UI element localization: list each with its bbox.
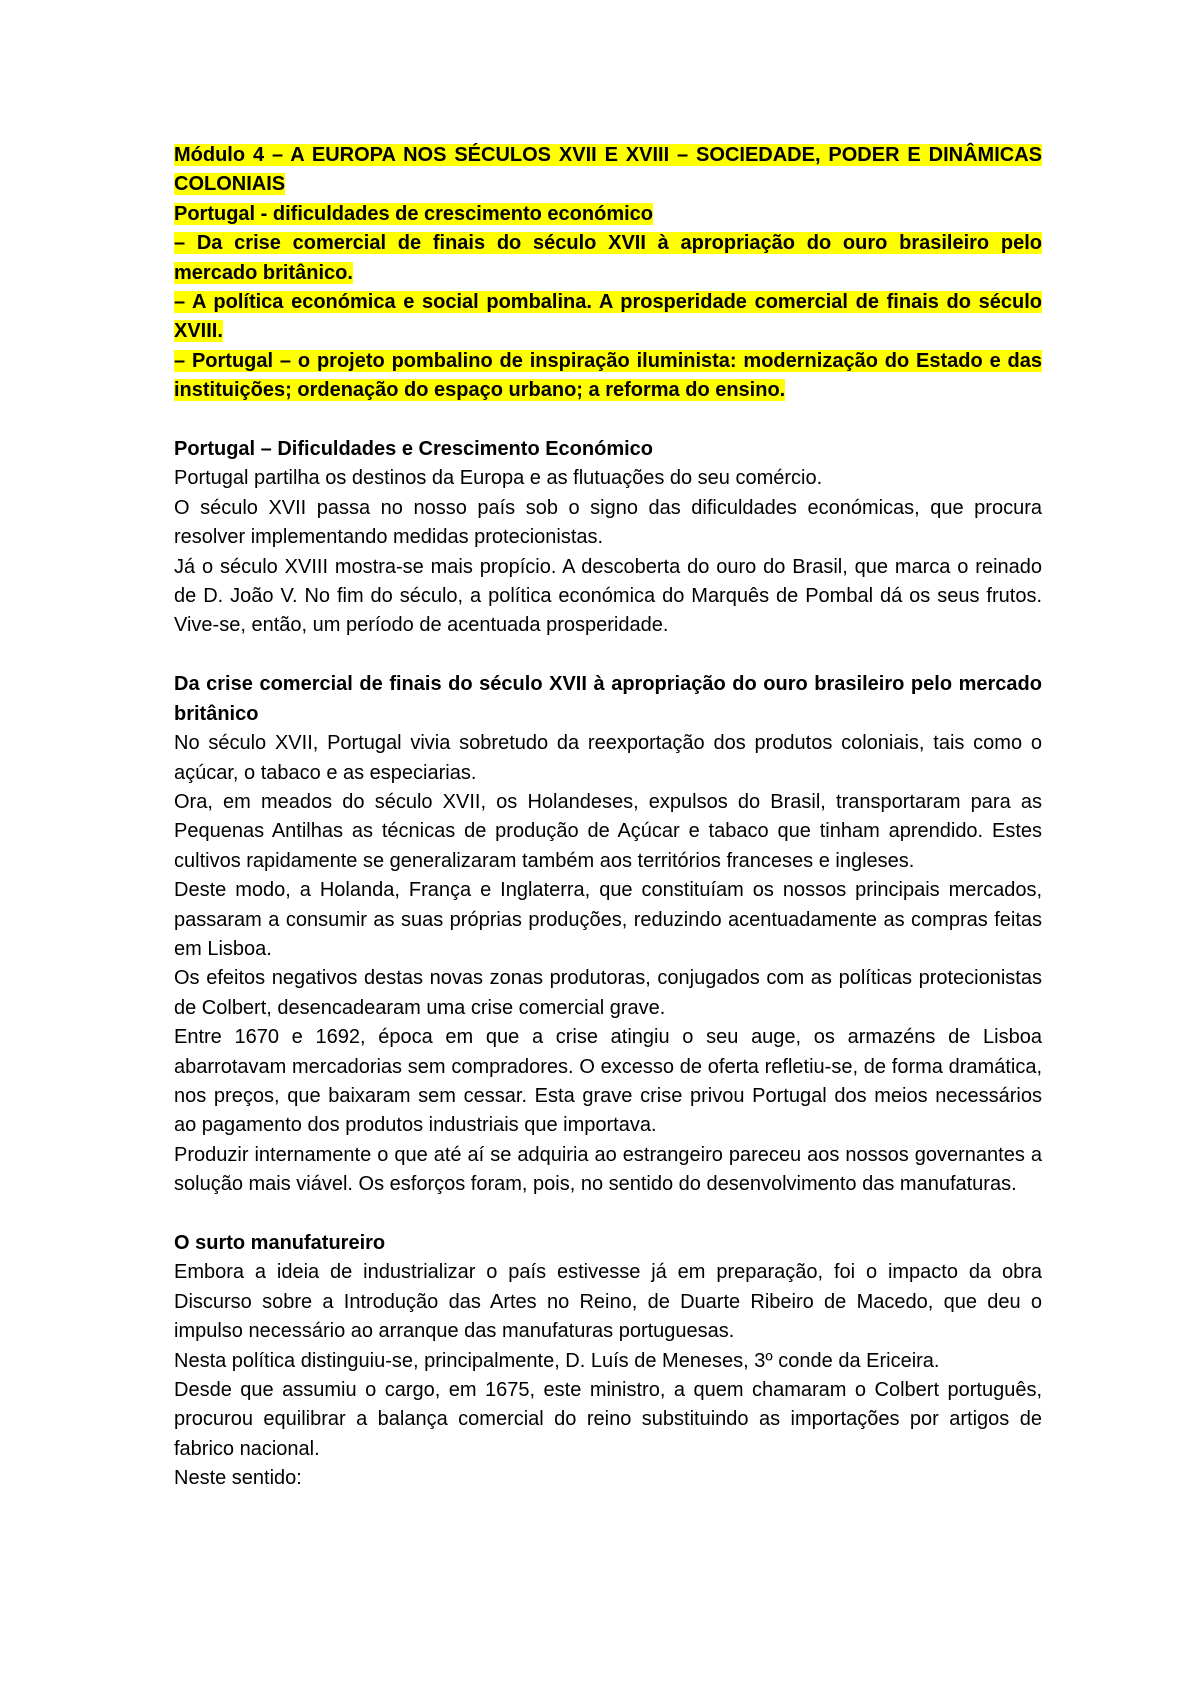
module-topic: – A política económica e social pombalina. A prosperidade comercial de finais do século XVIII. [174, 291, 1042, 343]
spacer [174, 406, 1042, 435]
paragraph: Produzir internamente o que até aí se adquiria ao estrangeiro pareceu aos nossos governantes a solução mais viável. Os esforços foram, pois, no sentido do desenvolvimento das manufaturas. [174, 1143, 1042, 1196]
section-heading: Portugal – Dificuldades e Crescimento Económico [174, 438, 654, 461]
spacer [174, 641, 1042, 670]
paragraph: No século XVII, Portugal vivia sobretudo da reexportação dos produtos coloniais, tais como o açúcar, o tabaco e as especiarias. [174, 732, 1042, 784]
paragraph: Deste modo, a Holanda, França e Inglaterra, que constituíam os nossos principais mercados, passaram a consumir as suas próprias produções, reduzindo acentuadamente as compras feitas em Lisboa. [174, 879, 1042, 960]
module-subtitle: Portugal - dificuldades de crescimento económico [174, 202, 653, 225]
paragraph: Neste sentido: [174, 1467, 302, 1490]
module-title: Módulo 4 – A EUROPA NOS SÉCULOS XVII E XVIII – SOCIEDADE, PODER E DINÂMICAS COLONIAIS [174, 144, 1042, 196]
section-heading: O surto manufatureiro [174, 1231, 386, 1254]
paragraph: Os efeitos negativos destas novas zonas produtoras, conjugados com as políticas protecionistas de Colbert, desencadearam uma crise comercial grave. [174, 967, 1042, 1019]
paragraph: Desde que assumiu o cargo, em 1675, este ministro, a quem chamaram o Colbert português, procurou equilibrar a balança comercial do reino substituindo as importações por artigos de fabrico nacional. [174, 1379, 1042, 1460]
paragraph: Portugal partilha os destinos da Europa e as flutuações do seu comércio. [174, 467, 823, 490]
paragraph: Nesta política distinguiu-se, principalmente, D. Luís de Meneses, 3º conde da Ericeira. [174, 1349, 940, 1372]
module-topic: – Portugal – o projeto pombalino de inspiração iluminista: modernização do Estado e das instituições; ordenação do espaço urbano; a reforma do ensino. [174, 349, 1042, 402]
module-topic: – Da crise comercial de finais do século XVII à apropriação do ouro brasileiro pelo mercado britânico. [174, 232, 1042, 284]
paragraph: Ora, em meados do século XVII, os Holandeses, expulsos do Brasil, transportaram para as Pequenas Antilhas as técnicas de produção de Açúcar e tabaco que tinham aprendido. Estes cultivos rapidamente se generalizaram também aos territórios franceses e ingleses. [174, 790, 1042, 872]
document-body [174, 141, 1042, 1494]
paragraph: Embora a ideia de industrializar o país estivesse já em preparação, foi o impacto da obra Discurso sobre a Introdução das Artes no Reino, de Duarte Ribeiro de Macedo, que deu o impulso necessário ao arranque das manufaturas portuguesas. [174, 1261, 1042, 1343]
paragraph: Já o século XVIII mostra-se mais propício. A descoberta do ouro do Brasil, que marca o reinado de D. João V. No fim do século, a política económica do Marquês de Pombal dá os seus frutos. Vive-se, então, um período de acentuada prosperidade. [174, 555, 1042, 637]
paragraph: O século XVII passa no nosso país sob o signo das dificuldades económicas, que procura resolver implementando medidas protecionistas. [174, 496, 1042, 549]
spacer [174, 1200, 1042, 1229]
paragraph: Entre 1670 e 1692, época em que a crise atingiu o seu auge, os armazéns de Lisboa abarrotavam mercadorias sem compradores. O excesso de oferta refletiu-se, de forma dramática, nos preços, que baixaram sem cessar. Esta grave crise privou Portugal dos meios necessários ao pagamento dos produtos industriais que importava. [174, 1026, 1042, 1137]
section-heading: Da crise comercial de finais do século XVII à apropriação do ouro brasileiro pelo mercado britânico [174, 673, 1042, 725]
